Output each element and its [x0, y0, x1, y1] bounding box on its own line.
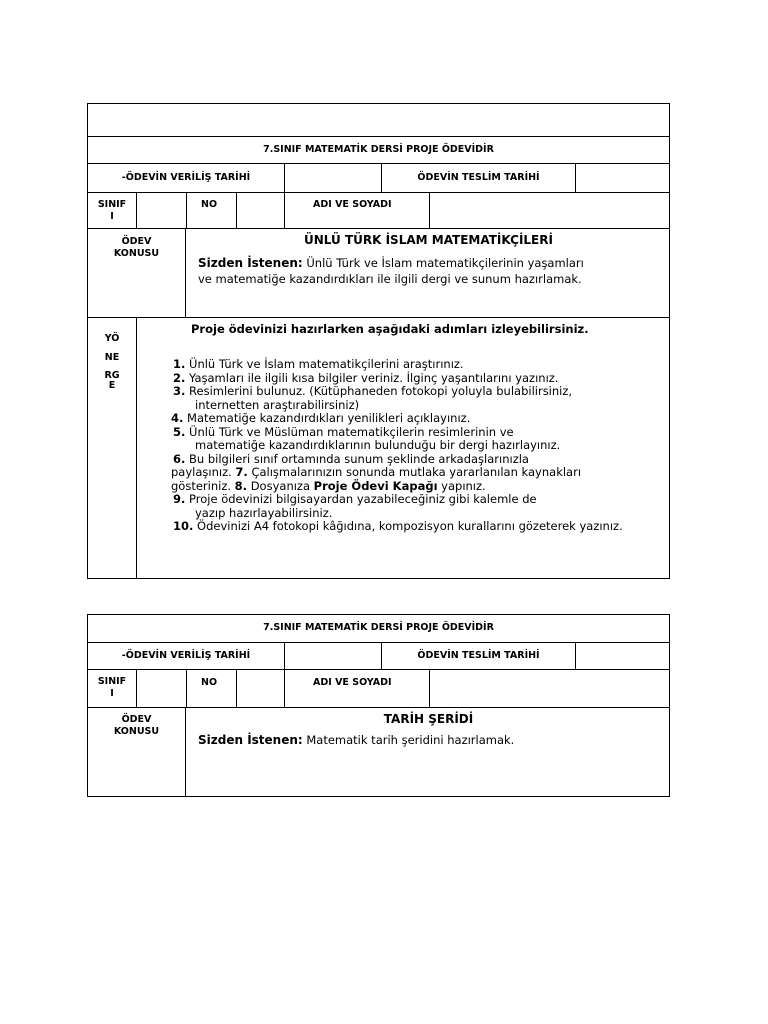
topic-content	[185, 229, 669, 317]
step-2	[173, 372, 669, 386]
step-3-text-a: Resimlerini bulunuz. (Kütüphaneden fotokopi yoluyla bulabilirsiniz,	[189, 384, 573, 398]
student-info-row	[88, 193, 669, 229]
topic-title-2: TARİH ŞERİDİ	[383, 712, 474, 726]
topic-label-2-line1: ÖDEV	[121, 714, 152, 725]
given-date-label-2: -ÖDEVİN VERİLİŞ TARİHİ	[121, 650, 251, 661]
given-date-label: -ÖDEVİN VERİLİŞ TARİHİ	[121, 172, 251, 183]
step-7-number: 7.	[235, 465, 248, 479]
topic-label	[88, 229, 185, 317]
step-7-8	[171, 480, 669, 494]
step-5-text-a: Ünlü Türk ve Müslüman matematikçilerin resimlerinin ve	[189, 424, 514, 439]
class-label-2-line1: SINIF	[97, 676, 127, 687]
request-label-2: Sizden İstenen:	[198, 733, 303, 747]
guide-label	[88, 318, 136, 578]
step-6-number: 6.	[173, 451, 186, 466]
form-header-2: 7.SINIF MATEMATİK DERSİ PROJE ÖDEVİDİR	[263, 622, 494, 633]
request-text-2: Matematik tarih şeridini hazırlamak.	[306, 733, 515, 747]
due-date-field[interactable]	[575, 164, 669, 192]
step-7-text-b: gösteriniz.	[171, 478, 232, 493]
given-date-field-2[interactable]	[284, 643, 381, 669]
name-label: ADI VE SOYADI	[284, 193, 429, 228]
step-6-text-a: Bu bilgileri sınıf ortamında sunum şeklinde arkadaşlarınızla	[189, 451, 529, 466]
step-4-number: 4.	[171, 411, 184, 425]
topic-label-line2: KONUSU	[113, 248, 160, 259]
step-10-text: Ödevinizi A4 fotokopi kâğıdına, kompozisyon kurallarını gözeterek yazınız.	[197, 519, 623, 533]
step-5-number: 5.	[173, 424, 186, 439]
step-9-text-a: Proje ödevinizi bilgisayardan yazabileceğiniz gibi kalemle de	[189, 492, 537, 506]
guide-row	[88, 318, 669, 578]
form-header-row	[88, 137, 669, 164]
no-field[interactable]	[236, 193, 284, 228]
step-4-text: Matematiğe kazandırdıkları yenilikleri açıklayınız.	[187, 411, 471, 425]
due-date-label-2: ÖDEVİN TESLİM TARİHİ	[381, 643, 575, 669]
project-form-2	[87, 614, 670, 797]
step-8-number: 8.	[234, 478, 248, 493]
step-9-text-b: yazıp hazırlayabilirsiniz.	[195, 505, 333, 520]
guide-label-2: NE	[104, 352, 120, 363]
given-date-field[interactable]	[284, 164, 381, 192]
date-row	[88, 164, 669, 193]
step-1-number: 1.	[173, 357, 186, 371]
no-field-2[interactable]	[236, 670, 284, 707]
step-6	[173, 453, 669, 467]
blank-top-row	[88, 104, 669, 137]
topic-row	[88, 229, 669, 318]
step-3-number: 3.	[173, 384, 186, 398]
name-field-2[interactable]	[429, 670, 669, 707]
form-header: 7.SINIF MATEMATİK DERSİ PROJE ÖDEVİDİR	[263, 144, 494, 155]
step-6-text-b: paylaşınız.	[171, 465, 232, 479]
class-label-2	[88, 670, 136, 707]
project-form-1	[87, 103, 670, 579]
date-row-2	[88, 643, 669, 670]
guide-label-4: E	[108, 380, 116, 391]
request-text-line1: Ünlü Türk ve İslam matematikçilerinin yaşamları	[306, 256, 584, 270]
name-label-2: ADI VE SOYADI	[284, 670, 429, 707]
step-3	[173, 385, 669, 399]
class-label-line2: I	[110, 211, 114, 222]
request-text-line2: ve matematiğe kazandırdıkları ile ilgili dergi ve sunum hazırlamak.	[198, 271, 582, 286]
guide-label-1: YÖ	[104, 333, 120, 344]
step-1-text: Ünlü Türk ve İslam matematikçilerini araştırınız.	[189, 357, 464, 371]
class-field[interactable]	[136, 193, 186, 228]
topic-label-2-line2: KONUSU	[113, 726, 160, 737]
class-field-2[interactable]	[136, 670, 186, 707]
guide-content	[136, 318, 669, 578]
class-label-2-line2: I	[110, 688, 114, 699]
student-info-row-2	[88, 670, 669, 708]
step-8-text-a: Dosyanıza	[250, 478, 311, 493]
due-date-field-2[interactable]	[575, 643, 669, 669]
step-3-text-b: internetten araştırabilirsiniz)	[195, 397, 360, 412]
topic-title: ÜNLÜ TÜRK İSLAM MATEMATİKÇİLERİ	[304, 233, 553, 247]
step-10	[173, 520, 669, 534]
class-label-line1: SINIF	[97, 199, 127, 210]
step-2-number: 2.	[173, 370, 186, 385]
step-10-number: 10.	[173, 519, 194, 533]
due-date-label: ÖDEVİN TESLİM TARİHİ	[381, 164, 575, 192]
step-9	[173, 493, 669, 507]
request-label: Sizden İstenen:	[198, 256, 303, 270]
name-field[interactable]	[429, 193, 669, 228]
step-7-text-a: Çalışmalarınızın sonunda mutlaka yararlanılan kaynakları	[251, 465, 582, 479]
guide-label-3: RG	[104, 370, 120, 381]
step-8-text-b: yapınız.	[441, 478, 486, 493]
topic-label-line1: ÖDEV	[121, 236, 152, 247]
steps-list	[173, 358, 669, 534]
topic-row-2	[88, 708, 669, 796]
topic-label-2	[88, 708, 185, 796]
step-1	[173, 358, 669, 372]
form-header-row-2	[88, 615, 669, 643]
class-label	[88, 193, 136, 228]
no-label-2: NO	[186, 670, 236, 707]
no-label: NO	[186, 193, 236, 228]
steps-intro: Proje ödevinizi hazırlarken aşağıdaki adımları izleyebilirsiniz.	[191, 322, 589, 336]
topic-content-2	[185, 708, 669, 796]
step-8-bold: Proje Ödevi Kapağı	[313, 478, 438, 493]
step-4	[171, 412, 669, 426]
step-6-7	[171, 466, 669, 480]
step-9-number: 9.	[173, 492, 186, 506]
step-2-text: Yaşamları ile ilgili kısa bilgiler veriniz. İlginç yaşantılarını yazınız.	[189, 370, 559, 385]
step-5	[173, 426, 669, 440]
step-5-text-b: matematiğe kazandırdıklarının bulunduğu bir dergi hazırlayınız.	[195, 438, 561, 452]
